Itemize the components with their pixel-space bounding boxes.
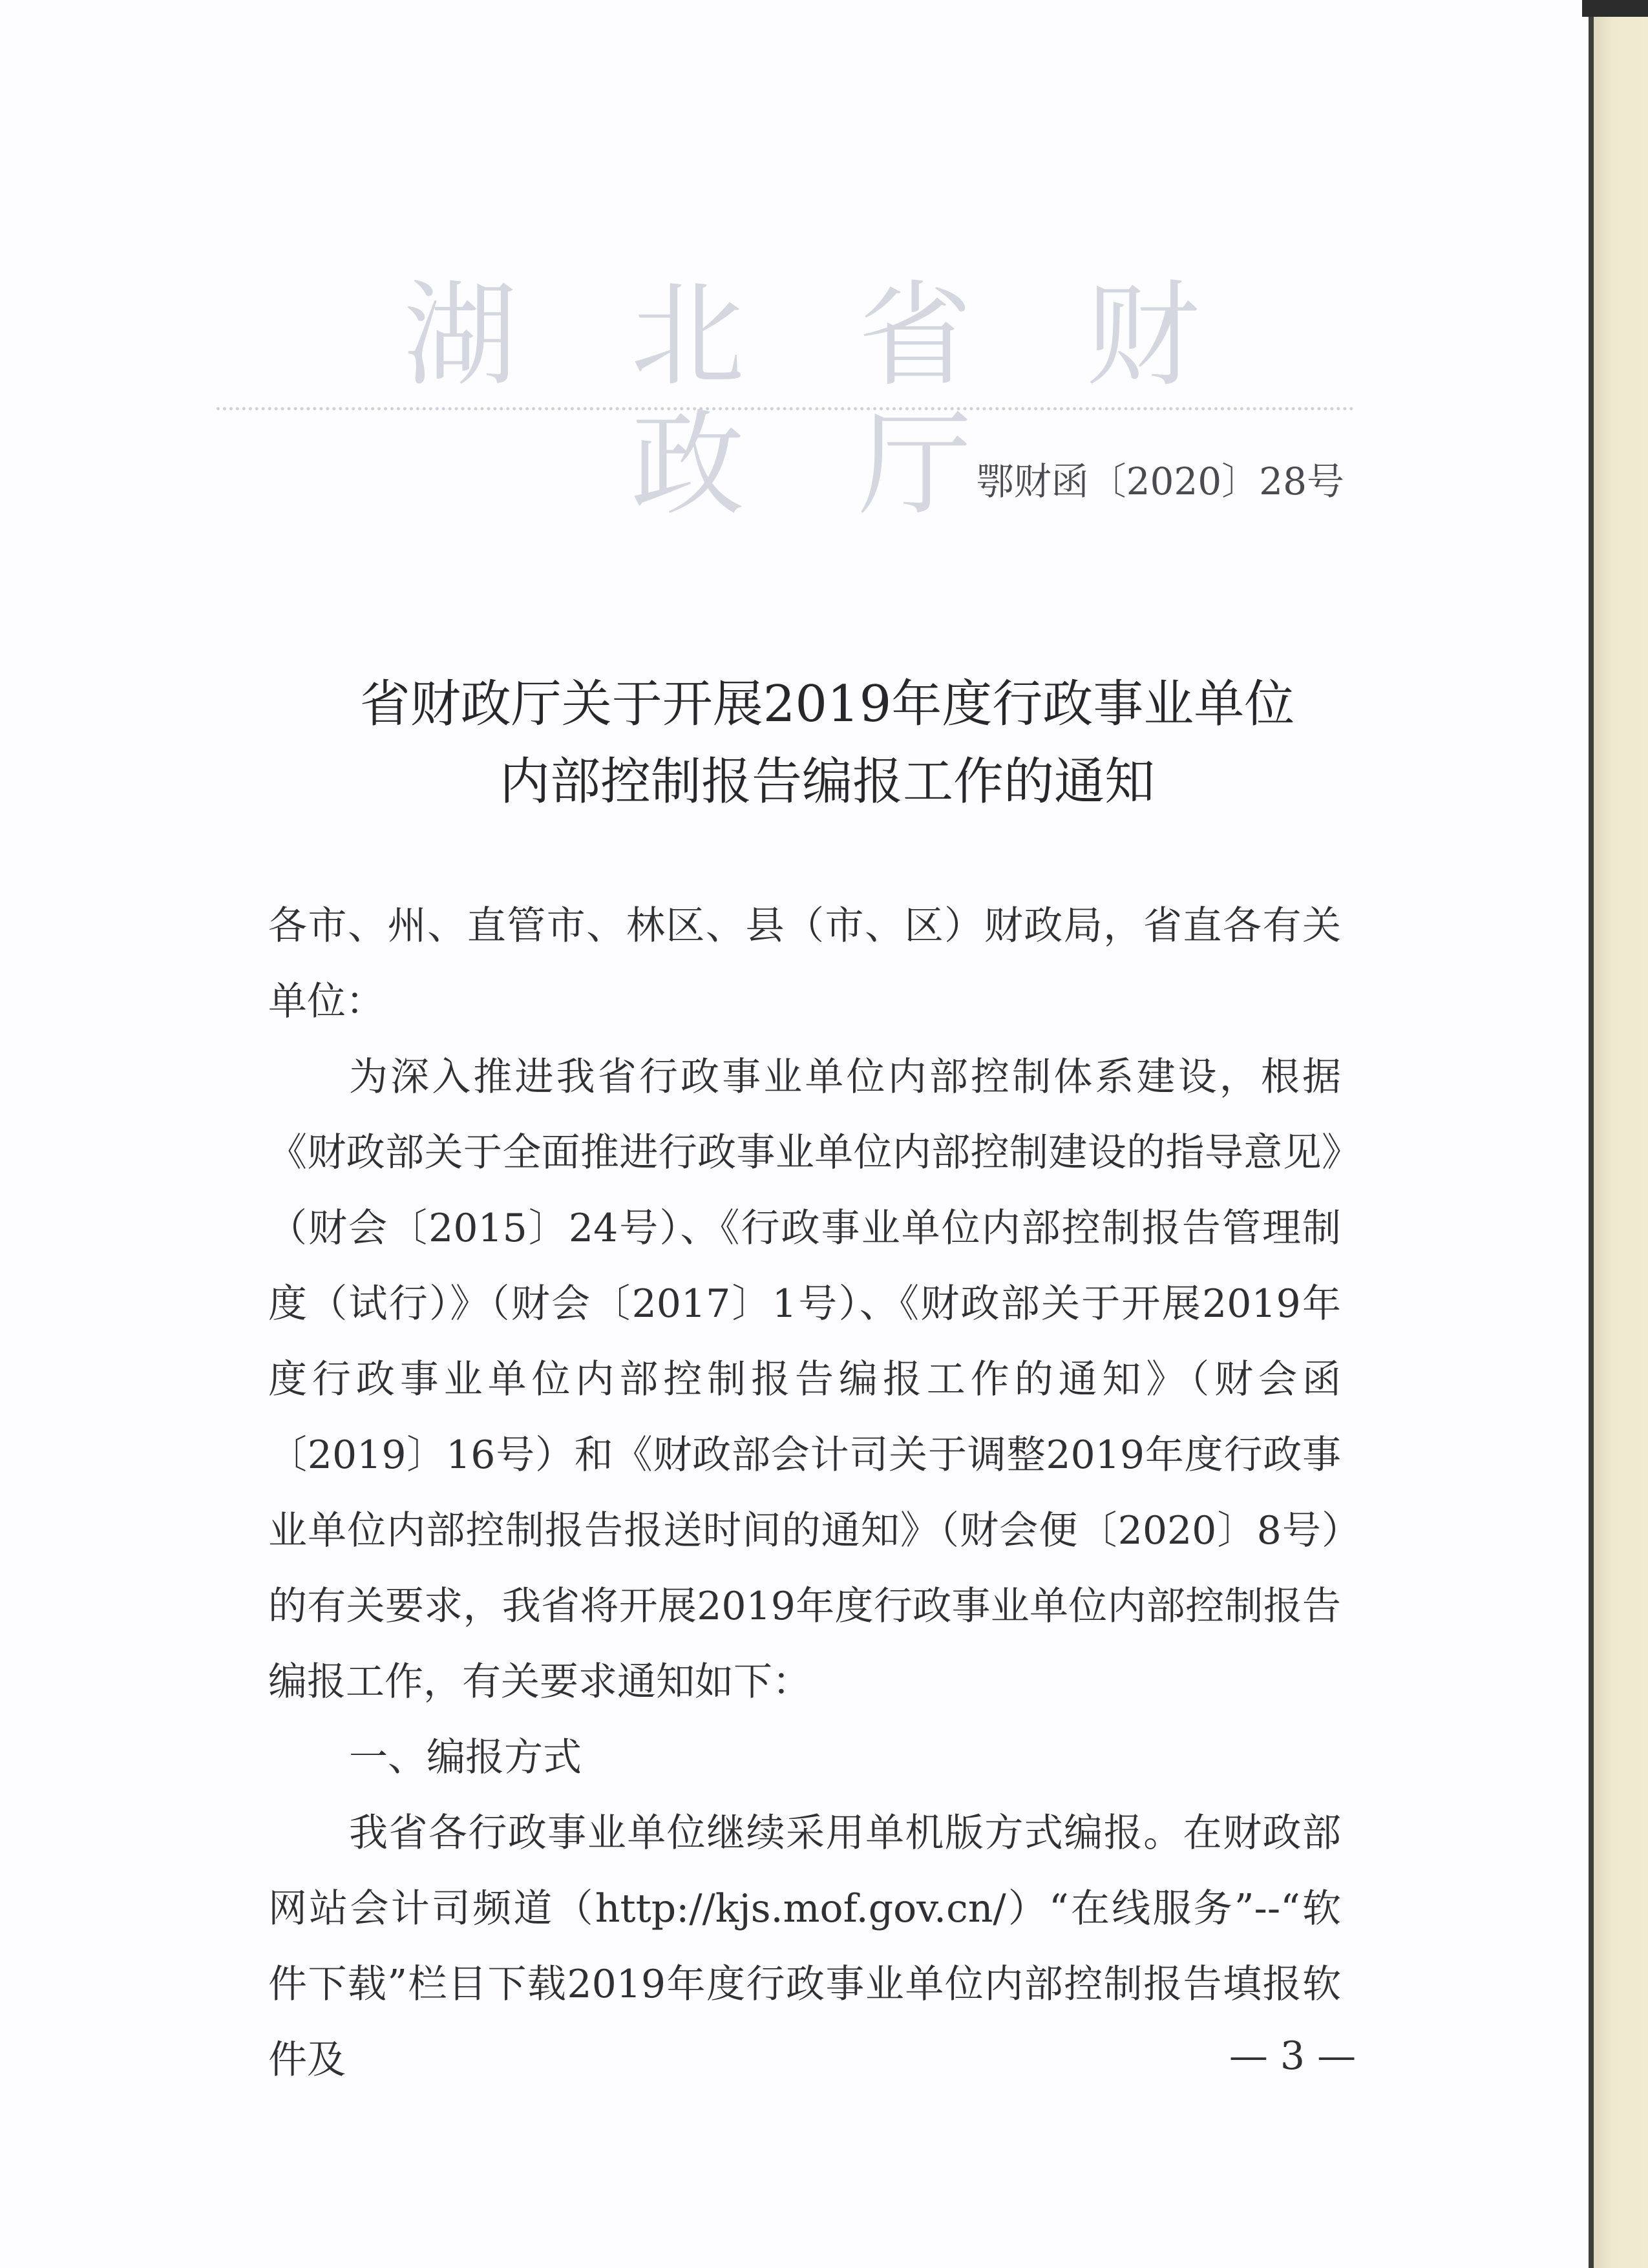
header-divider: [217, 407, 1354, 410]
title-line-2: 内部控制报告编报工作的通知: [499, 753, 1155, 811]
binding-shadow: [1589, 0, 1594, 2268]
scan-border: [1582, 0, 1648, 17]
document-body: [268, 888, 1341, 2098]
document-title: [246, 666, 1409, 821]
document-number: 鄂财函〔2020〕28号: [976, 459, 1344, 503]
addressee: 各市、州、直管市、林区、县（市、区）财政局，省直各有关单位：: [268, 903, 1341, 1024]
title-line-1: 省财政厅关于开展2019年度行政事业单位: [359, 675, 1295, 733]
paper-edge: [1589, 0, 1648, 2268]
page-number: — 3 —: [1229, 2033, 1357, 2079]
paragraph-2: 我省各行政事业单位继续采用单机版方式编报。在财政部网站会计司频道（http://kjs.mof.gov.cn/）“在线服务”--“软件下载”栏目下载2019年度行政事业单位内部控制报告填报软件及: [268, 1811, 1341, 2083]
section-heading-1: 一、编报方式: [349, 1735, 582, 1780]
agency-header: 湖 北 省 财 政 厅: [403, 269, 1238, 531]
paragraph-1: 为深入推进我省行政事业单位内部控制体系建设，根据《财政部关于全面推进行政事业单位内部控制建设的指导意见》（财会〔2015〕24号）、《行政事业单位内部控制报告管理制度（试行）》（财会〔2017〕1号）、《财政部关于开展2019年度行政事业单位内部控制报告编报工作的通知》（财会函〔2019〕16号）和《财政部会计司关于调整2019年度行政事业单位内部控制报告报送时间的通知》（财会便〔2020〕8号）的有关要求，我省将开展2019年度行政事业单位内部控制报告编报工作，有关要求通知如下：: [268, 1055, 1341, 1705]
